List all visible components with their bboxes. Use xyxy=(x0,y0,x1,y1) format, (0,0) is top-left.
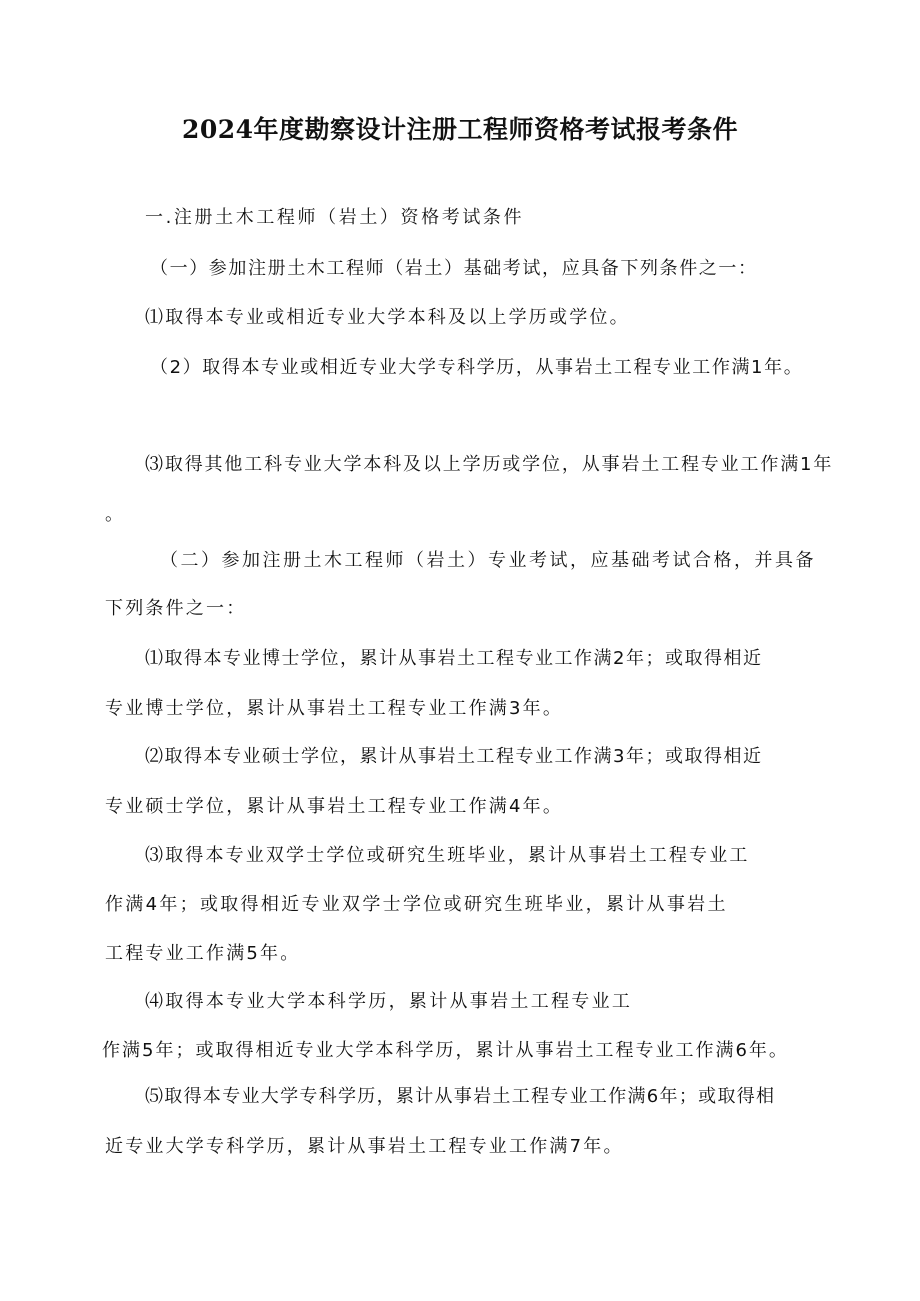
part-1-item-3: ⑶取得其他工科专业大学本科及以上学历或学位，从事岩土工程专业工作满1年 。 xyxy=(105,454,834,525)
part-1-item-1: ⑴取得本专业或相近专业大学本科及以上学历或学位。 xyxy=(145,307,630,328)
part-2-item-1: ⑴取得本专业博士学位，累计从事岩土工程专业工作满2年；或取得相近 专业博士学位，累计从事岩土工程专业工作满3年。 xyxy=(105,648,763,719)
document-title: 2024年度勘察设计注册工程师资格考试报考条件 xyxy=(181,115,739,144)
part-2-intro-line-1: （二）参加注册土木工程师（岩土）专业考试，应基础考试合格，并具备 xyxy=(160,550,816,571)
part-1-item-2: （2）取得本专业或相近专业大学专科学历，从事岩土工程专业工作满1年。 xyxy=(150,357,804,378)
section-heading: 一.注册土木工程师（岩土）资格考试条件 xyxy=(145,207,525,228)
part-2-item-4: ⑷取得本专业大学本科学历，累计从事岩土工程专业工 作满5年；或取得相近专业大学本科学历，累计从事岩土工程专业工作满6年。 xyxy=(102,991,789,1061)
part-2-item-3: ⑶取得本专业双学士学位或研究生班毕业，累计从事岩土工程专业工 作满4年；或取得相近专业双学士学位或研究生班毕业，累计从事岩土 工程专业工作满5年。 xyxy=(105,845,750,964)
part-2-intro xyxy=(105,537,825,633)
part-2-item-5: ⑸取得本专业大学专科学历，累计从事岩土工程专业工作满6年；或取得相 近专业大学专科学历，累计从事岩土工程专业工作满7年。 xyxy=(105,1086,776,1157)
part-2-item-2: ⑵取得本专业硕士学位，累计从事岩土工程专业工作满3年；或取得相近 专业硕士学位，累计从事岩土工程专业工作满4年。 xyxy=(105,746,763,817)
part-1-intro: （一）参加注册土木工程师（岩土）基础考试，应具备下列条件之一： xyxy=(150,258,758,279)
part-2-intro-line-2: 下列条件之一： xyxy=(105,598,247,619)
